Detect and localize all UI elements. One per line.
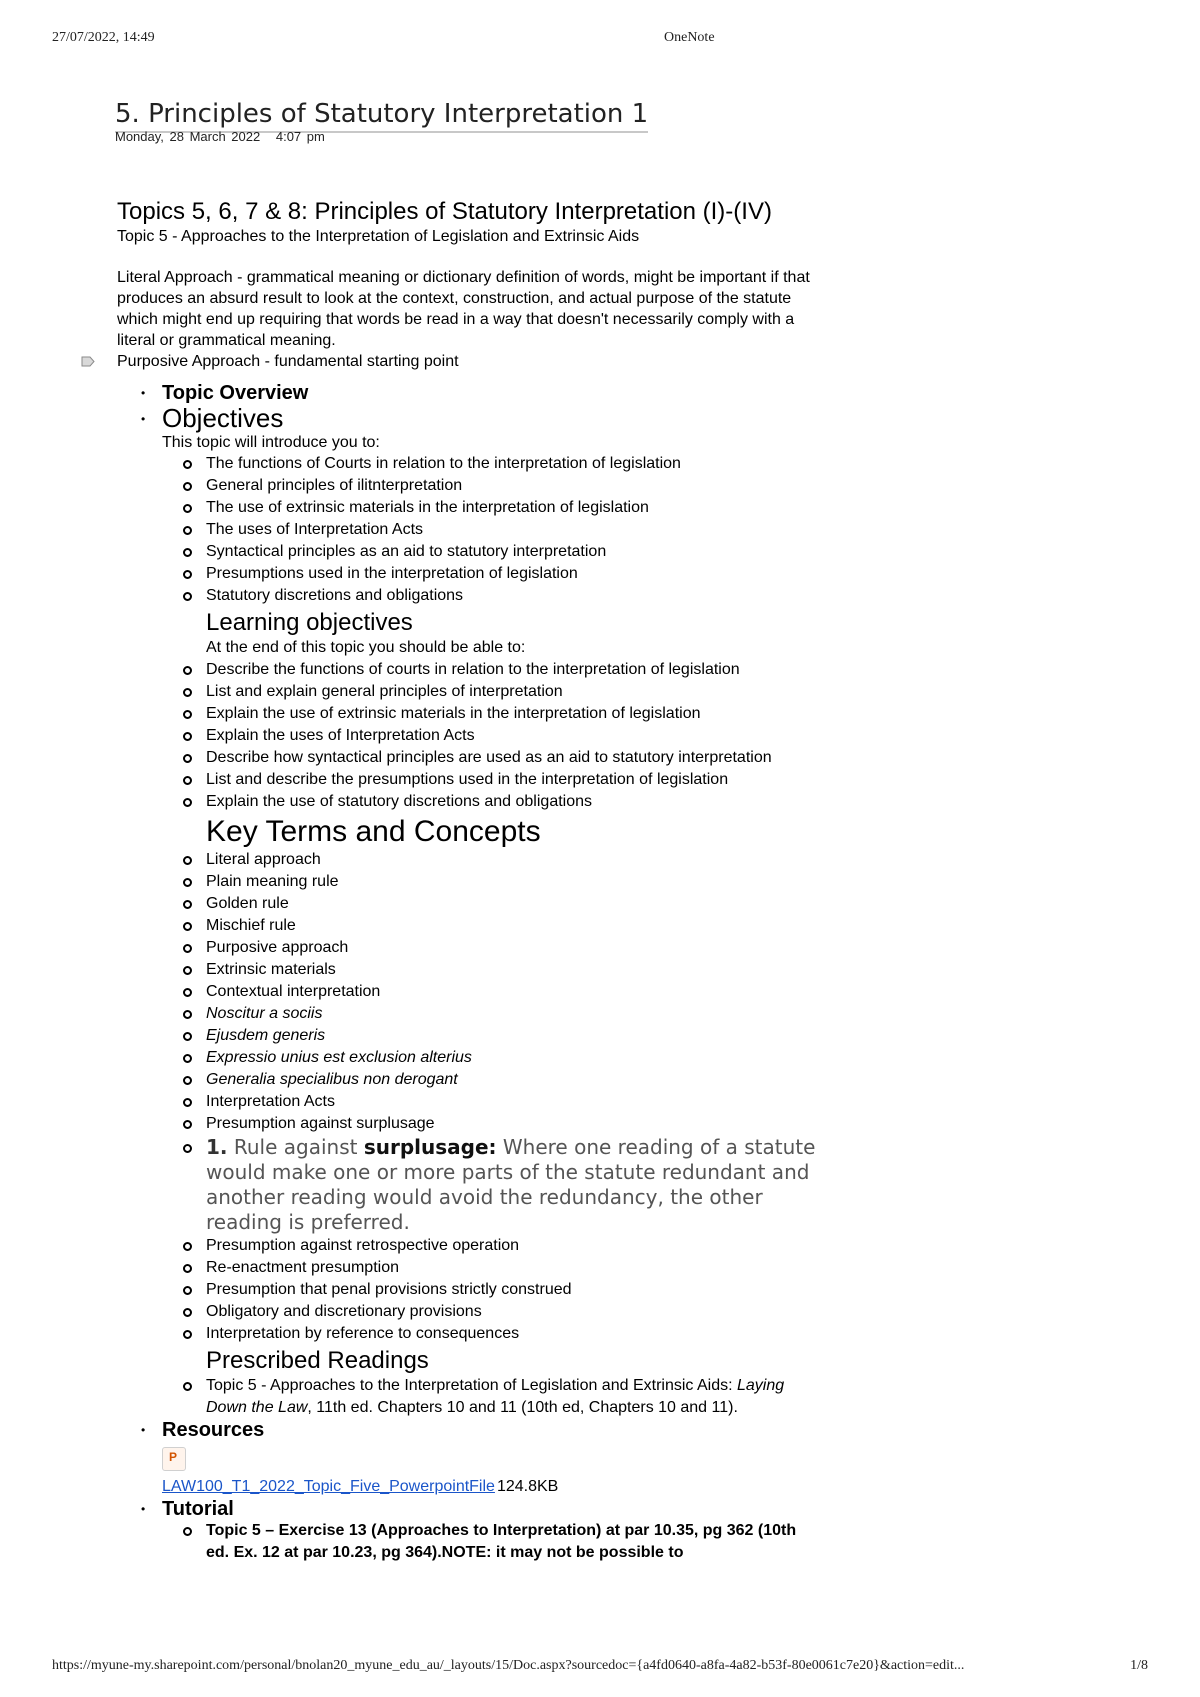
learning-objectives-intro: At the end of this topic you should be able to:: [206, 639, 526, 656]
list-item: Re-enactment presumption: [162, 1257, 817, 1279]
reading-pre: Topic 5 - Approaches to the Interpretation of Legislation and Extrinsic Aids:: [206, 1377, 737, 1394]
tag-icon[interactable]: [81, 356, 95, 367]
page-title: 5. Principles of Statutory Interpretation 1: [115, 99, 648, 133]
list-item: Generalia specialibus non derogant: [162, 1069, 817, 1091]
page-time-value: 4:07 pm: [275, 129, 325, 144]
list-item: Mischief rule: [162, 915, 817, 937]
reading-book: Laying Down the Law: [206, 1377, 785, 1416]
tutorial-label: Tutorial: [162, 1498, 234, 1520]
list-item: Expressio unius est exclusion alterius: [162, 1047, 817, 1069]
list-item: Topic 5 – Exercise 13 (Approaches to Interpretation) at par 10.35, pg 362 (10th ed. Ex. 12 at par 10.23, pg 364).NOTE: it may not be possible to: [162, 1520, 817, 1564]
page-date-value: Monday, 28 March 2022: [115, 129, 261, 144]
key-terms-heading: Key Terms and Concepts: [206, 815, 541, 848]
list-item: Purposive approach: [162, 937, 817, 959]
powerpoint-file-icon[interactable]: [162, 1447, 186, 1471]
outline-item-resources: • Resources P LAW100_T1_2022_Topic_Five_PowerpointFile 124.8KB: [117, 1419, 817, 1498]
objectives-list: [162, 453, 817, 607]
attachment-row: [162, 1476, 817, 1498]
list-item: Golden rule: [162, 893, 817, 915]
list-item: General principles of ilitnterpretation: [162, 475, 817, 497]
attachment-link[interactable]: LAW100_T1_2022_Topic_Five_PowerpointFile: [162, 1478, 495, 1495]
list-item: Syntactical principles as an aid to statutory interpretation: [162, 541, 817, 563]
key-terms-list: [162, 849, 817, 1345]
learning-objectives-list: [162, 659, 817, 813]
outline-item-tutorial: • Tutorial Topic 5 – Exercise 13 (Approaches to Interpretation) at par 10.35, pg 362 (10th ed. Ex. 12 at par 10.23, pg 364).NOTE: it may not be possible to: [117, 1498, 817, 1564]
readings-list: [162, 1375, 817, 1419]
outline-list: [117, 382, 817, 1564]
list-item: Noscitur a sociis: [162, 1003, 817, 1025]
list-item: Presumption against surplusage: [162, 1113, 817, 1135]
prescribed-readings-heading: Prescribed Readings: [206, 1347, 429, 1374]
list-item: Extrinsic materials: [162, 959, 817, 981]
list-item: Presumption that penal provisions strictly construed: [162, 1279, 817, 1301]
list-item: Describe how syntactical principles are used as an aid to statutory interpretation: [162, 747, 817, 769]
list-item: Plain meaning rule: [162, 871, 817, 893]
print-footer: [52, 1658, 1148, 1678]
list-item: List and describe the presumptions used in the interpretation of legislation: [162, 769, 817, 791]
topic-overview-label: Topic Overview: [162, 382, 309, 404]
list-item: The uses of Interpretation Acts: [162, 519, 817, 541]
list-item: Explain the uses of Interpretation Acts: [162, 725, 817, 747]
list-item: Literal approach: [162, 849, 817, 871]
purposive-tag-line: [117, 351, 817, 372]
outline-item-topic-overview: • Topic Overview: [141, 382, 309, 404]
list-item: Contextual interpretation: [162, 981, 817, 1003]
surplusage-rest: Where one reading of a statute would make one or more parts of the statute redundant and another reading would avoid the redundancy, the other reading is preferred.: [206, 1135, 816, 1234]
surplusage-number: 1.: [206, 1135, 228, 1159]
objectives-intro: This topic will introduce you to:: [162, 434, 380, 451]
outline-item-objectives: • Objectives This topic will introduce you to: The functions of Courts in relation to the interpretation of legislation General principles of ilitnterpretation The use of extrinsic materials in the interpretation of legislation The uses of Interpretation Acts Syntactical principles as an aid to statutory interpretation Presumptions used in the interpretation of legislation Statutory discretions and obligations Learning objectives At the end of this topic you should be able to: Describe the functions of courts in relation to the interpretation of legislation List and explain general principles of interpretation Explain the use of extrinsic materials in the interpretation of legislation Explain the uses of Interpretation Acts Describe how syntactical principles are used as an aid to statutory interpretation List and describe the presumptions used in the interpretation of legislation Explain the use of statutory discretions and obligations Key Terms and Concepts Literal approach Plain meaning rule Golden rule Mischief rule Purposive approach Extrinsic materials Contextual interpretation Noscitur a sociis Ejusdem generis Expressio unius est exclusion alterius Generalia specialibus non derogant Interpretation Acts Presumption against surplusage 1. Rule against surplusage: Where one reading of a statute would make one or more parts of the statute redundant and another reading would avoid the redundancy, the other reading is preferred. Presumption against retrospective operation Re-enactment presumption Presumption that penal provisions strictly construed Obligatory and discretionary provisions Interpretation by reference to consequences Prescribed Readings Topic 5 - Approaches to the Interpretation of Legislation and Extrinsic Aids: Laying Down the Law, 11th ed. Chapters 10 and 11 (10th ed, Chapters 10 and 11).: [117, 404, 817, 1419]
surplusage-pre: Rule against: [227, 1135, 364, 1159]
topics-heading: Topics 5, 6, 7 & 8: Principles of Statutory Interpretation (I)-(IV): [117, 198, 772, 225]
reading-post: , 11th ed. Chapters 10 and 11 (10th ed, Chapters 10 and 11).: [307, 1399, 738, 1416]
list-item: Explain the use of statutory discretions and obligations: [162, 791, 817, 813]
list-item: The use of extrinsic materials in the interpretation of legislation: [162, 497, 817, 519]
list-item: Presumption against retrospective operation: [162, 1235, 817, 1257]
objectives-label: Objectives: [162, 403, 284, 433]
list-item: Interpretation Acts: [162, 1091, 817, 1113]
print-header: [52, 30, 1148, 50]
purposive-approach-note: Purposive Approach - fundamental starting point: [117, 353, 459, 370]
print-app-name: OneNote: [664, 30, 715, 45]
learning-objectives-heading: Learning objectives: [206, 609, 413, 636]
tutorial-list: [162, 1520, 817, 1564]
print-page-number: 1/8: [1130, 1658, 1148, 1673]
list-item: Obligatory and discretionary provisions: [162, 1301, 817, 1323]
topic-subheading: Topic 5 - Approaches to the Interpretation of Legislation and Extrinsic Aids: [117, 228, 640, 245]
surplusage-note: [162, 1135, 817, 1235]
list-item: Statutory discretions and obligations: [162, 585, 817, 607]
page-content: [117, 197, 817, 1564]
list-item: Presumptions used in the interpretation of legislation: [162, 563, 817, 585]
list-item: Interpretation by reference to consequences: [162, 1323, 817, 1345]
list-item: [162, 1375, 817, 1419]
print-datetime: 27/07/2022, 14:49: [52, 30, 155, 45]
page-date: [115, 129, 325, 144]
list-item: Explain the use of extrinsic materials in the interpretation of legislation: [162, 703, 817, 725]
attachment-size: 124.8KB: [496, 1478, 559, 1495]
surplusage-bold: surplusage:: [363, 1135, 497, 1159]
print-url: https://myune-my.sharepoint.com/personal/bnolan20_myune_edu_au/_layouts/15/Doc.aspx?sourcedoc={a4fd0640-a8fa-4a82-b53f-80e0061c7e20}&action=edit...: [52, 1658, 965, 1673]
list-item: Describe the functions of courts in relation to the interpretation of legislation: [162, 659, 817, 681]
list-item: List and explain general principles of interpretation: [162, 681, 817, 703]
literal-approach-note: Literal Approach - grammatical meaning or dictionary definition of words, might be important if that produces an absurd result to look at the context, construction, and actual purpose of the statute which might end up requiring that words be read in a way that doesn't necessarily comply with a literal or grammatical meaning.: [117, 269, 810, 349]
list-item: Ejusdem generis: [162, 1025, 817, 1047]
list-item: The functions of Courts in relation to the interpretation of legislation: [162, 453, 817, 475]
resources-label: Resources: [162, 1419, 265, 1441]
